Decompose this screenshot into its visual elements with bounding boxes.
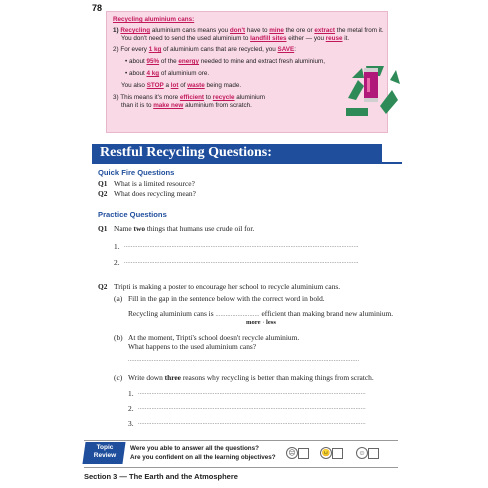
practice-q1-line-2-label: 2. <box>114 258 120 267</box>
quick-fire-heading: Quick Fire Questions <box>98 168 175 177</box>
quick-fire-q2-number: Q2 <box>98 189 108 198</box>
recycling-can-illustration <box>340 50 402 124</box>
neutral-checkbox[interactable] <box>332 448 343 459</box>
summary-point-3: 3) This means it's more efficient to recycle aluminium <box>113 94 265 101</box>
option-more[interactable]: more <box>246 319 261 326</box>
answer-line[interactable]: .......................................................................................................................................... <box>124 243 359 249</box>
part-c-line-1-label: 1. <box>128 389 134 398</box>
part-c-label: (c) <box>114 373 123 382</box>
sad-checkbox[interactable] <box>298 448 309 459</box>
topic-review-label: Topic Review <box>93 444 117 459</box>
answer-line[interactable]: ........................................................................................................................................ <box>128 357 360 363</box>
summary-heading: Recycling aluminium cans: <box>113 16 195 23</box>
practice-q2-number: Q2 <box>98 282 108 291</box>
part-c-text: Write down three reasons why recycling is better than making things from scratch. <box>128 373 374 382</box>
quick-fire-q2-text: What does recycling mean? <box>114 189 196 198</box>
neutral-face-icon: 😐 <box>321 449 331 457</box>
summary-point-2: 2) For every 1 kg of aluminium cans that are recycled, you SAVE: <box>113 46 296 53</box>
option-less[interactable]: less <box>266 319 276 326</box>
part-a-sentence: Recycling aluminium cans is .......................... efficient than making brand new aluminium. <box>128 309 394 318</box>
quick-fire-q1-number: Q1 <box>98 179 108 188</box>
practice-q1-line-1-label: 1. <box>114 242 120 251</box>
summary-point-2-line-2: You also STOP a lot of waste being made. <box>121 82 242 89</box>
part-a-label: (a) <box>114 294 123 303</box>
summary-bullet-2: • about 4 kg of aluminium ore. <box>125 70 210 77</box>
part-b-text-2: What happens to the used aluminium cans? <box>128 342 257 351</box>
summary-point-3-line-2: than it is to make new aluminium from scratch. <box>121 102 252 109</box>
page-number: 78 <box>92 3 103 13</box>
title-rule <box>92 162 402 164</box>
page-footer: Section 3 — The Earth and the Atmosphere <box>84 472 238 481</box>
summary-bullet-1: • about 95% of the energy needed to mine and extract fresh aluminium, <box>125 58 326 65</box>
practice-q1-number: Q1 <box>98 224 108 233</box>
part-c-line-2-label: 2. <box>128 404 134 413</box>
answer-line[interactable]: ...................................................................................................................................... <box>138 390 366 396</box>
summary-point-1-line-2: You don't need to send the used aluminium to landfill sites either — you reuse it. <box>121 35 350 42</box>
practice-q1-text: Name two things that humans use crude oil for. <box>114 224 255 233</box>
summary-point-1: 1) Recycling aluminium cans means you don't have to mine the ore or extract the metal from it. <box>113 27 384 34</box>
part-a-text: Fill in the gap in the sentence below with the correct word in bold. <box>128 294 325 303</box>
section-title-band <box>92 144 382 162</box>
aluminium-can-icon <box>364 68 378 102</box>
practice-heading: Practice Questions <box>98 210 167 219</box>
practice-q2-text: Tripti is making a poster to encourage her school to recycle aluminium cans. <box>114 282 341 291</box>
happy-checkbox[interactable] <box>368 448 379 459</box>
answer-line[interactable]: ...................................................................................................................................... <box>138 405 366 411</box>
happy-face-icon: ☺ <box>356 447 368 459</box>
part-c-line-3-label: 3. <box>128 419 134 428</box>
gap-fill-line[interactable]: .......................... <box>215 312 260 318</box>
answer-line[interactable]: .......................................................................................................................................... <box>124 259 359 265</box>
review-question-1: Were you able to answer all the questions? <box>130 445 260 452</box>
section-title: Restful Recycling Questions: <box>100 145 272 160</box>
review-question-2: Are you confident on all the learning objectives? <box>130 454 276 461</box>
part-b-text-1: At the moment, Tripti's school doesn't recycle aluminium. <box>128 333 300 342</box>
sad-face-icon: ☹ <box>286 447 298 459</box>
word-options: more · less <box>246 319 276 326</box>
quick-fire-q1-text: What is a limited resource? <box>114 179 195 188</box>
part-b-label: (b) <box>114 333 123 342</box>
answer-line[interactable]: ...................................................................................................................................... <box>138 420 366 426</box>
